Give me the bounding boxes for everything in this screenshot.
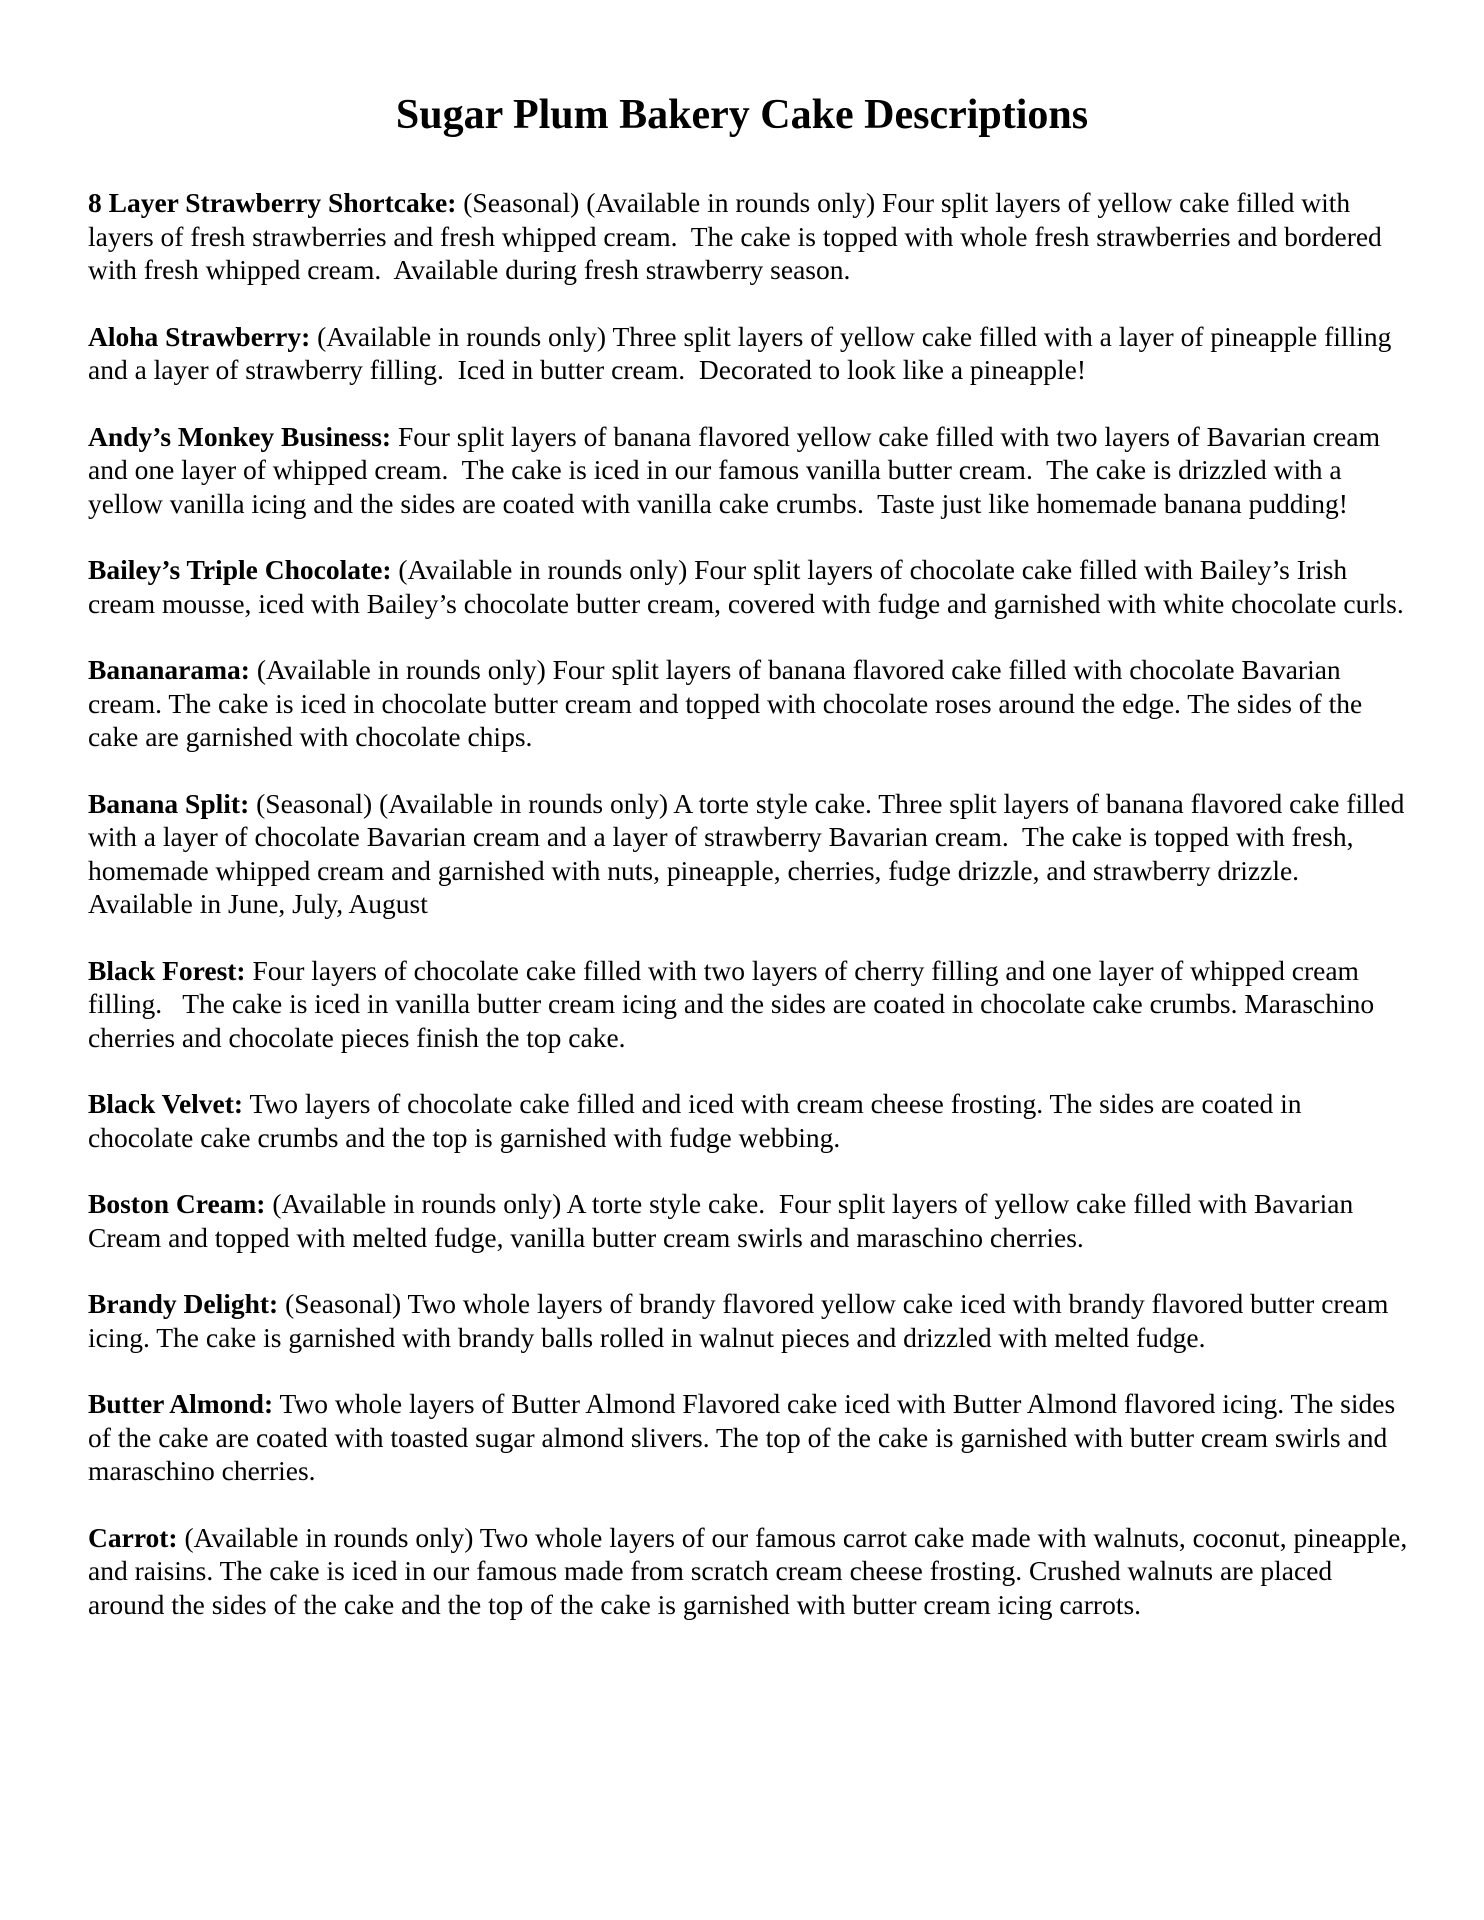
cake-name: Boston Cream:	[88, 1188, 266, 1219]
cake-description: (Available in rounds only) Three split layers of yellow cake filled with a layer of pineapple filling and a layer of strawberry filling. Iced in butter cream. Decorated to look like a pineapple!	[88, 320, 1399, 385]
cake-entry	[88, 420, 1408, 521]
cake-name: Black Velvet:	[88, 1088, 244, 1119]
cake-name: Black Forest:	[88, 954, 246, 986]
cake-description: (Available in rounds only) Four split layers of chocolate cake filled with Bailey’s Irish cream mousse, iced with Bailey’s chocolate butter cream, covered with fudge and garnished with white chocolate curls.	[88, 554, 1404, 619]
cake-name: 8 Layer Strawberry Shortcake:	[88, 187, 457, 218]
cake-name: Banana Split:	[88, 787, 250, 819]
cake-entry	[88, 954, 1408, 1055]
cake-name: Andy’s Monkey Business:	[88, 420, 392, 452]
cake-entry	[88, 1387, 1408, 1488]
cake-description: Two whole layers of Butter Almond Flavored cake iced with Butter Almond flavored icing. The sides of the cake are coated with toasted sugar almond slivers. The top of the cake is garnished with butter cream swirls and maraschino cherries.	[88, 1388, 1403, 1486]
cake-entry	[88, 320, 1408, 387]
cake-description: Four layers of chocolate cake filled with two layers of cherry filling and one layer of whipped cream filling. The cake is iced in vanilla butter cream icing and the sides are coated in chocolate cake crumbs. Maraschino cherries and chocolate pieces finish the top cake.	[88, 954, 1382, 1053]
cake-entry	[88, 1187, 1408, 1254]
cake-name: Bananarama:	[88, 654, 250, 685]
cake-entry	[88, 1287, 1408, 1354]
cake-entry	[88, 1521, 1415, 1622]
cake-name: Bailey’s Triple Chocolate:	[88, 554, 392, 585]
cake-entry	[88, 653, 1408, 754]
cake-description: (Available in rounds only) A torte style cake. Four split layers of yellow cake filled with Bavarian Cream and topped with melted fudge, vanilla butter cream swirls and maraschino cherries.	[88, 1188, 1361, 1253]
cake-entry	[88, 553, 1408, 620]
cake-description: (Seasonal) (Available in rounds only) Four split layers of yellow cake filled with layers of fresh strawberries and fresh whipped cream. The cake is topped with whole fresh strawberries and bordered with fresh whipped cream. Available during fresh strawberry season.	[88, 187, 1389, 285]
cake-description: (Seasonal) Two whole layers of brandy flavored yellow cake iced with brandy flavored butter cream icing. The cake is garnished with brandy balls rolled in walnut pieces and drizzled with melted fudge.	[88, 1288, 1396, 1353]
cake-name: Carrot:	[88, 1521, 178, 1553]
cake-description: Four split layers of banana flavored yellow cake filled with two layers of Bavarian cream and one layer of whipped cream. The cake is iced in our famous vanilla butter cream. The cake is drizzled with a yellow vanilla icing and the sides are coated with vanilla cake crumbs. Taste just like homemade banana pudding!	[88, 420, 1387, 519]
page-title: Sugar Plum Bakery Cake Descriptions	[395, 92, 1089, 138]
cake-entry	[88, 787, 1412, 921]
cake-name: Aloha Strawberry:	[88, 320, 311, 352]
cake-description: Two layers of chocolate cake filled and iced with cream cheese frosting. The sides are coated in chocolate cake crumbs and the top is garnished with fudge webbing.	[88, 1088, 1309, 1153]
cake-name: Butter Almond:	[88, 1388, 274, 1419]
cake-name: Brandy Delight:	[88, 1288, 279, 1319]
cake-entry	[88, 1087, 1408, 1154]
cake-entry	[88, 186, 1408, 287]
cake-description: (Available in rounds only) Four split layers of banana flavored cake filled with chocolate Bavarian cream. The cake is iced in chocolate butter cream and topped with chocolate roses around the edge. The sides of the cake are garnished with chocolate chips.	[88, 654, 1370, 752]
cake-description: (Seasonal) (Available in rounds only) A torte style cake. Three split layers of banana flavored cake filled with a layer of chocolate Bavarian cream and a layer of strawberry Bavarian cream. The cake is topped with fresh, homemade whipped cream and garnished with nuts, pineapple, cherries, fudge drizzle, and strawberry drizzle. Available in June, July, August	[88, 787, 1412, 919]
cake-description-list	[88, 186, 1415, 1654]
cake-description: (Available in rounds only) Two whole layers of our famous carrot cake made with walnuts, coconut, pineapple, and raisins. The cake is iced in our famous made from scratch cream cheese frosting. Crushed walnuts are placed around the sides of the cake and the top of the cake is garnished with butter cream icing carrots.	[88, 1521, 1415, 1620]
